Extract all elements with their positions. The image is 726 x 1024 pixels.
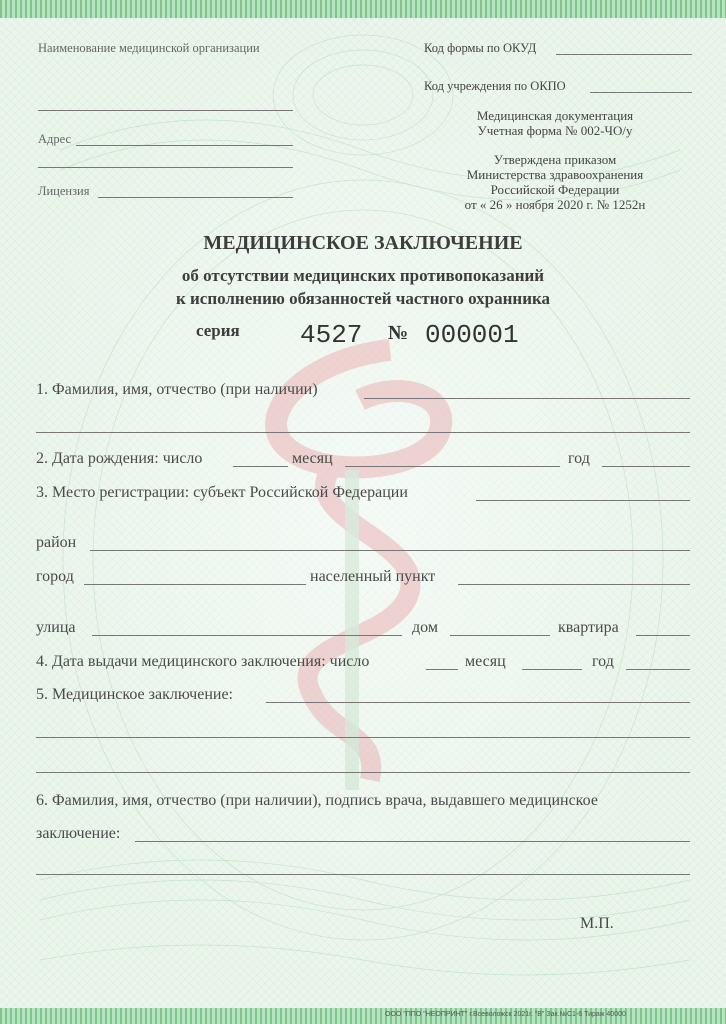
settlement-line[interactable] bbox=[458, 584, 690, 585]
field-4-label: 4. Дата выдачи медицинского заключения: число bbox=[36, 653, 370, 670]
approval-line-1: Утверждена приказом bbox=[493, 152, 617, 167]
okud-label: Код формы по ОКУД bbox=[424, 41, 537, 55]
city-label: город bbox=[36, 568, 74, 585]
field-2-label: 2. Дата рождения: число bbox=[36, 450, 203, 467]
approval-block bbox=[440, 152, 670, 212]
street-label: улица bbox=[36, 619, 76, 636]
document-subtitle-2: к исполнению обязанностей частного охранника bbox=[175, 289, 551, 308]
org-name-line[interactable] bbox=[38, 110, 293, 111]
apartment-line[interactable] bbox=[636, 635, 690, 636]
doctor-line-2[interactable] bbox=[36, 874, 690, 875]
document-subtitle-1: об отсутствии медицинских противопоказаний bbox=[181, 266, 545, 285]
issue-month-label: месяц bbox=[465, 653, 506, 670]
house-line[interactable] bbox=[450, 635, 550, 636]
number-value: 000001 bbox=[425, 320, 519, 350]
birth-month-label: месяц bbox=[292, 450, 333, 467]
stamp-placeholder: М.П. bbox=[580, 915, 614, 932]
top-border bbox=[0, 0, 726, 18]
settlement-label: населенный пункт bbox=[310, 568, 436, 585]
med-doc-line-1: Медицинская документация bbox=[476, 108, 634, 123]
field-6-label-line-2: заключение: bbox=[36, 825, 121, 842]
license-label: Лицензия bbox=[38, 184, 90, 198]
issue-day-line[interactable] bbox=[426, 669, 458, 670]
birth-day-line[interactable] bbox=[233, 466, 288, 467]
city-line[interactable] bbox=[84, 584, 306, 585]
address-line-2[interactable] bbox=[38, 167, 293, 168]
issue-year-label: год bbox=[592, 653, 614, 670]
conclusion-line-3[interactable] bbox=[36, 772, 690, 773]
apartment-label: квартира bbox=[558, 619, 619, 636]
birth-year-line[interactable] bbox=[602, 466, 690, 467]
house-label: дом bbox=[412, 619, 438, 636]
address-label: Адрес bbox=[38, 132, 72, 146]
conclusion-line-2[interactable] bbox=[36, 737, 690, 738]
full-name-line-1[interactable] bbox=[364, 398, 690, 399]
issue-month-line[interactable] bbox=[522, 669, 582, 670]
address-line-1[interactable] bbox=[76, 145, 293, 146]
org-name-label: Наименование медицинской организации bbox=[38, 41, 260, 55]
conclusion-line-1[interactable] bbox=[266, 702, 690, 703]
field-1-label: 1. Фамилия, имя, отчество (при наличии) bbox=[36, 381, 318, 398]
birth-year-label: год bbox=[568, 450, 590, 467]
street-line[interactable] bbox=[92, 635, 402, 636]
birth-month-line[interactable] bbox=[345, 466, 560, 467]
okpo-line[interactable] bbox=[590, 92, 692, 93]
med-doc-block bbox=[440, 108, 670, 138]
series-label: серия bbox=[196, 321, 240, 340]
med-doc-line-2: Учетная форма № 002-ЧО/у bbox=[477, 123, 633, 138]
district-label: район bbox=[36, 534, 77, 551]
license-line[interactable] bbox=[98, 197, 293, 198]
document-title: МЕДИЦИНСКОЕ ЗАКЛЮЧЕНИЕ bbox=[203, 232, 523, 254]
printer-imprint: ООО "ППО "НЕОПРИНТ" г.Всеволожск 2021г. "В" Зак.№С1-6 Тираж 40000 bbox=[385, 1011, 626, 1018]
okpo-label: Код учреждения по ОКПО bbox=[424, 79, 566, 93]
approval-line-2: Министерства здравоохранения bbox=[466, 167, 644, 182]
okud-line[interactable] bbox=[556, 54, 692, 55]
series-value: 4527 bbox=[300, 320, 363, 350]
full-name-line-2[interactable] bbox=[36, 432, 690, 433]
doctor-line-1[interactable] bbox=[135, 841, 690, 842]
number-sign: № bbox=[388, 322, 409, 344]
field-3-label: 3. Место регистрации: субъект Российской Федерации bbox=[36, 484, 408, 501]
field-6-label-line-1: 6. Фамилия, имя, отчество (при наличии), подпись врача, выдавшего медицинское bbox=[36, 792, 598, 809]
field-5-label: 5. Медицинское заключение: bbox=[36, 686, 233, 703]
approval-line-3: Российской Федерации bbox=[490, 182, 620, 197]
issue-year-line[interactable] bbox=[626, 669, 690, 670]
district-line[interactable] bbox=[90, 550, 690, 551]
approval-line-4: от « 26 » ноября 2020 г. № 1252н bbox=[464, 197, 646, 212]
region-line[interactable] bbox=[476, 500, 690, 501]
